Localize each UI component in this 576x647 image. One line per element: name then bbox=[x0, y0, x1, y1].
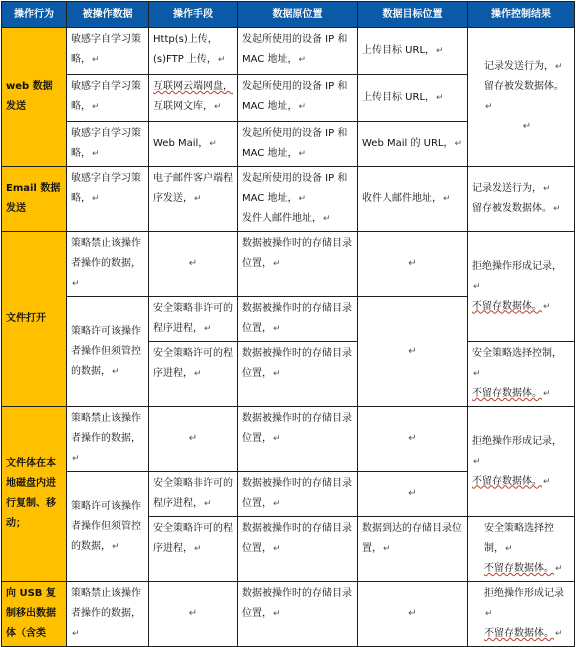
source-cell: 数据被操作时的存储目录位置，↵ bbox=[238, 472, 358, 517]
target-cell: ↵ bbox=[358, 297, 468, 407]
action-cell: 文件打开 bbox=[2, 232, 67, 407]
target-cell: 上传目标 URL，↵ bbox=[358, 28, 468, 75]
target-cell: 数据到达的存储目录位置，↵ bbox=[358, 517, 468, 582]
target-cell: ↵ bbox=[358, 407, 468, 472]
header-target: 数据目标位置 bbox=[358, 2, 468, 28]
table-row bbox=[2, 167, 575, 232]
target-cell: ↵ bbox=[358, 232, 468, 297]
means-cell: 安全策略非许可的程序进程，↵ bbox=[149, 472, 238, 517]
data-cell: 策略许可该操作者操作但须管控的数据，↵ bbox=[67, 297, 149, 407]
source-cell: 数据被操作时的存储目录位置，↵ bbox=[238, 582, 358, 647]
means-cell: 电子邮件客户端程序发送，↵ bbox=[149, 167, 238, 232]
table-row bbox=[2, 407, 575, 472]
source-cell: 数据被操作时的存储目录位置，↵ bbox=[238, 232, 358, 297]
action-cell: web 数据发送 bbox=[2, 28, 67, 167]
source-cell: 发起所使用的设备 IP 和 MAC 地址，↵ bbox=[238, 28, 358, 75]
means-cell: 安全策略许可的程序进程，↵ bbox=[149, 517, 238, 582]
target-cell: Web Mail 的 URL，↵ bbox=[358, 122, 468, 167]
source-cell: 数据被操作时的存储目录位置，↵ bbox=[238, 297, 358, 342]
means-cell: 互联网云端网盘， 互联网文库，↵ bbox=[149, 75, 238, 122]
means-cell: 安全策略许可的程序进程，↵ bbox=[149, 342, 238, 407]
target-cell: 上传目标 URL，↵ bbox=[358, 75, 468, 122]
source-cell: 数据被操作时的存储目录位置，↵ bbox=[238, 517, 358, 582]
policy-table bbox=[1, 1, 575, 647]
means-cell: Web Mail，↵ bbox=[149, 122, 238, 167]
means-cell: ↵ bbox=[149, 407, 238, 472]
data-cell: 敏感字自学习策略，↵ bbox=[67, 167, 149, 232]
data-cell: 策略禁止该操作者操作的数据，↵ bbox=[67, 407, 149, 472]
action-cell: 向 USB 复制移出数据体（含类 bbox=[2, 582, 67, 647]
target-cell: ↵ bbox=[358, 582, 468, 647]
empty-mark: ↵ bbox=[522, 121, 532, 132]
result-cell: 安全策略选择控制，↵ 不留存数据体。↵ bbox=[468, 517, 575, 582]
data-cell: 策略禁止该操作者操作的数据，↵ bbox=[67, 582, 149, 647]
header-action: 操作行为 bbox=[2, 2, 67, 28]
means-cell: ↵ bbox=[149, 232, 238, 297]
target-cell: ↵ bbox=[358, 472, 468, 517]
data-cell: 策略许可该操作者操作但须管控的数据，↵ bbox=[67, 472, 149, 582]
result-cell: 记录发送行为，↵ 留存被发数据体。↵ ↵ bbox=[468, 28, 575, 167]
source-cell: 发起所使用的设备 IP 和 MAC 地址，↵ bbox=[238, 75, 358, 122]
result-cell: 拒绝操作形成记录，↵ 不留存数据体。↵ bbox=[468, 232, 575, 342]
source-cell: 数据被操作时的存储目录位置，↵ bbox=[238, 407, 358, 472]
header-means: 操作手段 bbox=[149, 2, 238, 28]
action-cell: Email 数据发送 bbox=[2, 167, 67, 232]
header-result: 操作控制结果 bbox=[468, 2, 575, 28]
table-row bbox=[2, 232, 575, 297]
target-cell: 收件人邮件地址，↵ bbox=[358, 167, 468, 232]
means-cell: Http(s)上传， (s)FTP 上传，↵ bbox=[149, 28, 238, 75]
means-cell: 安全策略非许可的程序进程，↵ bbox=[149, 297, 238, 342]
action-cell: 文件体在本地磁盘内进行复制、移动； bbox=[2, 407, 67, 582]
result-cell: 安全策略选择控制，↵ 不留存数据体。↵ bbox=[468, 342, 575, 407]
source-cell: 发起所使用的设备 IP 和 MAC 地址，↵ bbox=[238, 122, 358, 167]
data-cell: 敏感字自学习策略，↵ bbox=[67, 122, 149, 167]
header-source: 数据原位置 bbox=[238, 2, 358, 28]
result-cell: 记录发送行为，↵ 留存被发数据体。↵ bbox=[468, 167, 575, 232]
header-row bbox=[2, 2, 575, 28]
data-cell: 敏感字自学习策略，↵ bbox=[67, 75, 149, 122]
means-cell: ↵ bbox=[149, 582, 238, 647]
table-row bbox=[2, 28, 575, 75]
data-cell: 敏感字自学习策略，↵ bbox=[67, 28, 149, 75]
source-cell: 发起所使用的设备 IP 和 MAC 地址，↵ 发件人邮件地址，↵ bbox=[238, 167, 358, 232]
source-cell: 数据被操作时的存储目录位置，↵ bbox=[238, 342, 358, 407]
table-row bbox=[2, 582, 575, 647]
result-cell: 拒绝操作形成记录↵ 不留存数据体。↵ bbox=[468, 582, 575, 647]
data-cell: 策略禁止该操作者操作的数据，↵ bbox=[67, 232, 149, 297]
result-cell: 拒绝操作形成记录，↵ 不留存数据体。↵ bbox=[468, 407, 575, 517]
header-data: 被操作数据 bbox=[67, 2, 149, 28]
